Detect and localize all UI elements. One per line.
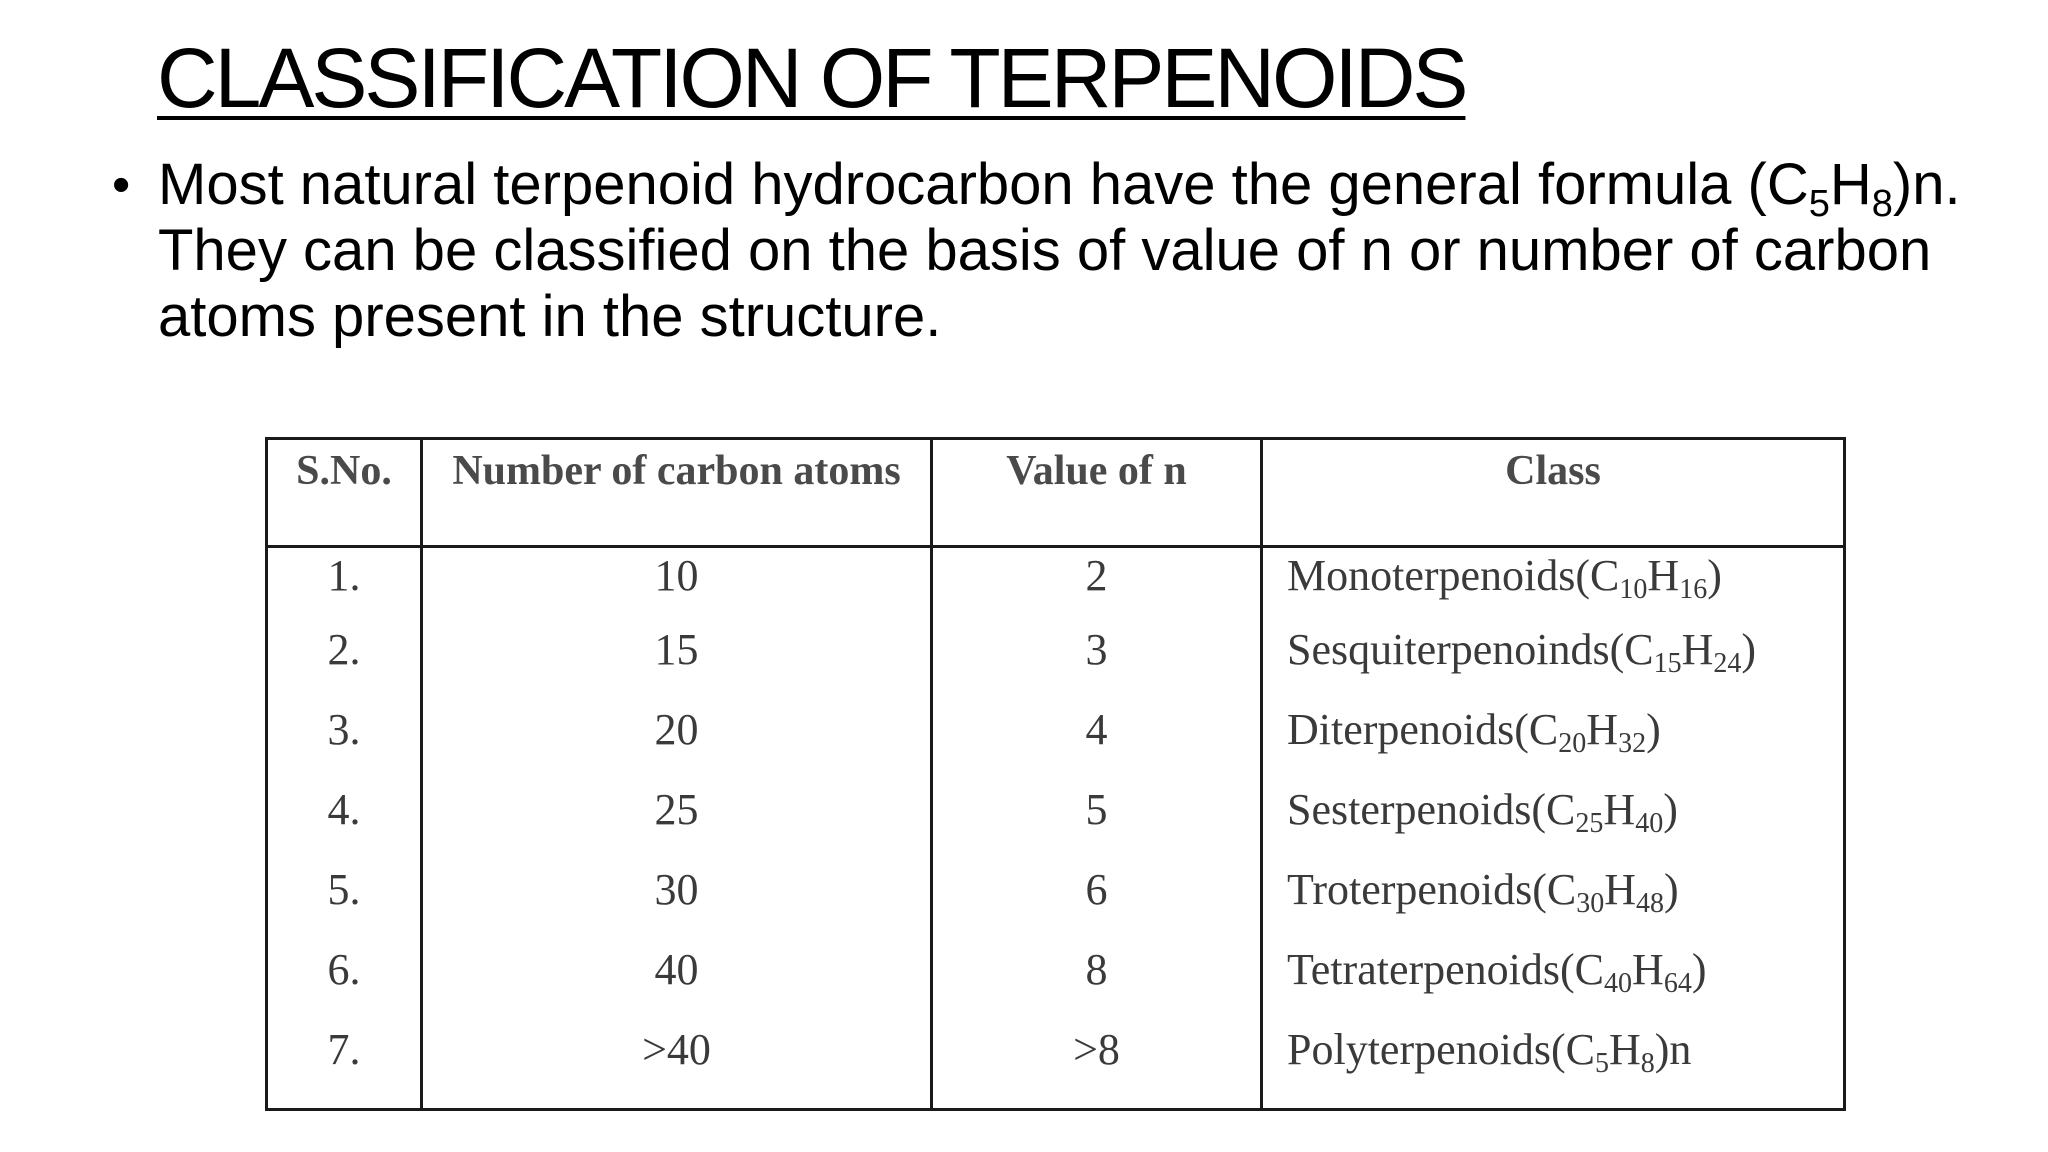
cell-sno: 2.	[267, 622, 422, 702]
cell-carbon: 20	[422, 702, 932, 782]
class-h-sub: 32	[1618, 728, 1647, 759]
cell-class	[1262, 862, 1845, 942]
class-tail: )	[1646, 705, 1661, 754]
cell-class	[1262, 622, 1845, 702]
table-header-row	[267, 439, 1845, 547]
cell-sno: 6.	[267, 942, 422, 1022]
cell-carbon: 10	[422, 547, 932, 623]
bullet-text-part3: )n. They can be classified on the basis of value of n or number of carbon atoms present in the structure.	[158, 152, 1961, 349]
class-h-sub: 40	[1635, 808, 1664, 839]
class-c-sub: 25	[1575, 808, 1604, 839]
class-name: Troterpenoids(C	[1287, 865, 1577, 914]
class-tail: )n	[1654, 1025, 1692, 1074]
bullet-text-part1: Most natural terpenoid hydrocarbon have the general formula (C	[158, 152, 1809, 217]
cell-carbon: 30	[422, 862, 932, 942]
cell-sno: 4.	[267, 782, 422, 862]
cell-carbon: 25	[422, 782, 932, 862]
class-h-sub: 48	[1636, 888, 1665, 919]
cell-sno: 1.	[267, 547, 422, 623]
class-c-sub: 20	[1558, 728, 1587, 759]
cell-n: 8	[932, 942, 1262, 1022]
class-h-sub: 64	[1663, 968, 1692, 999]
header-value-of-n: Value of n	[932, 439, 1262, 547]
class-name: Diterpenoids(C	[1287, 705, 1559, 754]
class-tail: )	[1707, 551, 1722, 600]
bullet-dot-icon: •	[112, 156, 131, 214]
slide-title: CLASSIFICATION OF TERPENOIDS	[157, 31, 1466, 125]
cell-carbon: >40	[422, 1022, 932, 1110]
bullet-text	[158, 152, 1992, 350]
bullet-text-sub2: 8	[1871, 183, 1893, 225]
class-tail: )	[1741, 625, 1757, 674]
class-c-sub: 10	[1619, 574, 1648, 605]
table-row	[267, 547, 1845, 623]
table-row	[267, 702, 1845, 782]
class-h: H	[1586, 705, 1619, 754]
class-h: H	[1608, 1025, 1641, 1074]
bullet-text-part2: H	[1829, 152, 1872, 217]
class-name: Monoterpenoids(C	[1287, 551, 1620, 600]
class-tail: )	[1691, 945, 1707, 994]
class-h-sub: 24	[1713, 648, 1742, 679]
header-sno: S.No.	[267, 439, 422, 547]
cell-class	[1262, 702, 1845, 782]
cell-carbon: 15	[422, 622, 932, 702]
class-h: H	[1632, 945, 1664, 994]
class-name: Tetraterpenoids(C	[1287, 945, 1605, 994]
table-row	[267, 782, 1845, 862]
bullet-paragraph	[112, 152, 1992, 350]
cell-n: >8	[932, 1022, 1262, 1110]
class-name: Sesterpenoids(C	[1287, 785, 1576, 834]
cell-n: 6	[932, 862, 1262, 942]
cell-class	[1262, 547, 1845, 623]
class-c-sub: 40	[1604, 968, 1633, 999]
class-h: H	[1603, 785, 1636, 834]
cell-class	[1262, 782, 1845, 862]
cell-n: 5	[932, 782, 1262, 862]
cell-n: 4	[932, 702, 1262, 782]
class-h: H	[1604, 865, 1637, 914]
cell-sno: 5.	[267, 862, 422, 942]
cell-carbon: 40	[422, 942, 932, 1022]
class-h-sub: 8	[1640, 1048, 1655, 1079]
cell-class	[1262, 1022, 1845, 1110]
class-h: H	[1647, 551, 1680, 600]
table-row	[267, 622, 1845, 702]
cell-n: 3	[932, 622, 1262, 702]
classification-table	[265, 437, 1846, 1111]
table-row	[267, 862, 1845, 942]
class-h-sub: 16	[1679, 574, 1708, 605]
class-tail: )	[1664, 865, 1679, 914]
class-c-sub: 5	[1594, 1048, 1609, 1079]
class-h: H	[1681, 625, 1714, 674]
class-c-sub: 30	[1576, 888, 1605, 919]
cell-n: 2	[932, 547, 1262, 623]
table-row	[267, 942, 1845, 1022]
class-c-sub: 15	[1653, 648, 1682, 679]
cell-sno: 3.	[267, 702, 422, 782]
header-class: Class	[1262, 439, 1845, 547]
class-name: Sesquiterpenoinds(C	[1287, 625, 1654, 674]
class-tail: )	[1663, 785, 1678, 834]
header-carbon-atoms: Number of carbon atoms	[422, 439, 932, 547]
table-row	[267, 1022, 1845, 1110]
bullet-text-sub1: 5	[1808, 183, 1830, 225]
cell-sno: 7.	[267, 1022, 422, 1110]
class-name: Polyterpenoids(C	[1287, 1025, 1595, 1074]
cell-class	[1262, 942, 1845, 1022]
